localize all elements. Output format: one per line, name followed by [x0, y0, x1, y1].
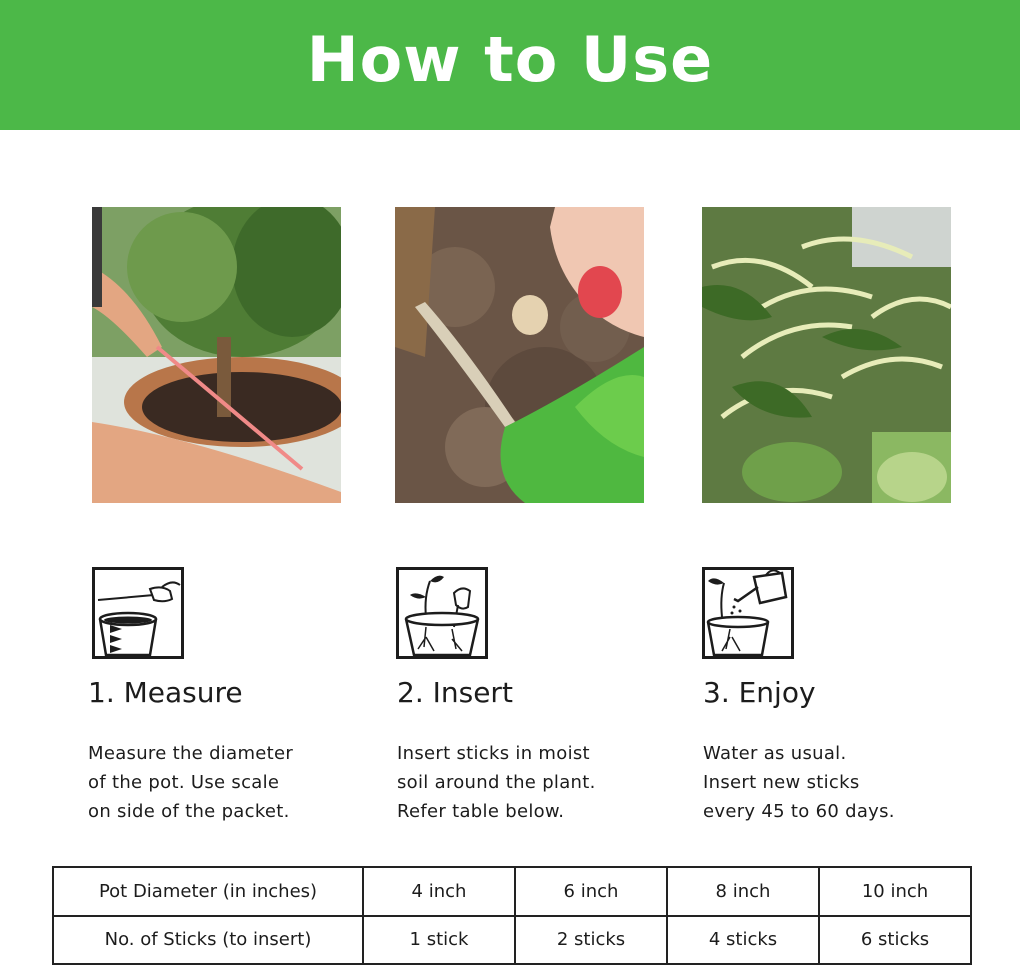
measure-photo: [92, 207, 341, 503]
table-cell: 10 inch: [819, 867, 971, 916]
row-label-pot-diameter: Pot Diameter (in inches): [53, 867, 363, 916]
step-3-desc-line: every 45 to 60 days.: [703, 801, 895, 822]
step-1-description: [88, 739, 378, 826]
step-3-desc-line: Water as usual.: [703, 743, 847, 764]
step-1-title: 1. Measure: [88, 676, 243, 709]
table-cell: 4 inch: [363, 867, 515, 916]
step-1-desc-line: of the pot. Use scale: [88, 772, 280, 793]
step-3-description: [703, 739, 993, 826]
table-cell: 2 sticks: [515, 916, 667, 965]
watering-can-icon: [702, 567, 794, 659]
table-cell: 6 sticks: [819, 916, 971, 965]
dosage-table: [52, 866, 972, 965]
table-cell: 8 inch: [667, 867, 819, 916]
table-cell: 1 stick: [363, 916, 515, 965]
step-3-desc-line: Insert new sticks: [703, 772, 860, 793]
step-2-desc-line: Insert sticks in moist: [397, 743, 590, 764]
table-cell: 6 inch: [515, 867, 667, 916]
insert-photo: [395, 207, 644, 503]
enjoy-photo: [702, 207, 951, 503]
table-row: [53, 916, 971, 965]
table-row: [53, 867, 971, 916]
table-cell: 4 sticks: [667, 916, 819, 965]
insert-stick-icon: [396, 567, 488, 659]
step-2-desc-line: soil around the plant.: [397, 772, 596, 793]
step-1-desc-line: Measure the diameter: [88, 743, 294, 764]
header-banner: [0, 0, 1020, 130]
row-label-number-of-sticks: No. of Sticks (to insert): [53, 916, 363, 965]
measure-pot-icon: [92, 567, 184, 659]
step-1-desc-line: on side of the packet.: [88, 801, 290, 822]
step-2-desc-line: Refer table below.: [397, 801, 565, 822]
page-title: How to Use: [306, 22, 714, 96]
step-2-title: 2. Insert: [397, 676, 513, 709]
step-3-title: 3. Enjoy: [703, 676, 816, 709]
step-2-description: [397, 739, 687, 826]
